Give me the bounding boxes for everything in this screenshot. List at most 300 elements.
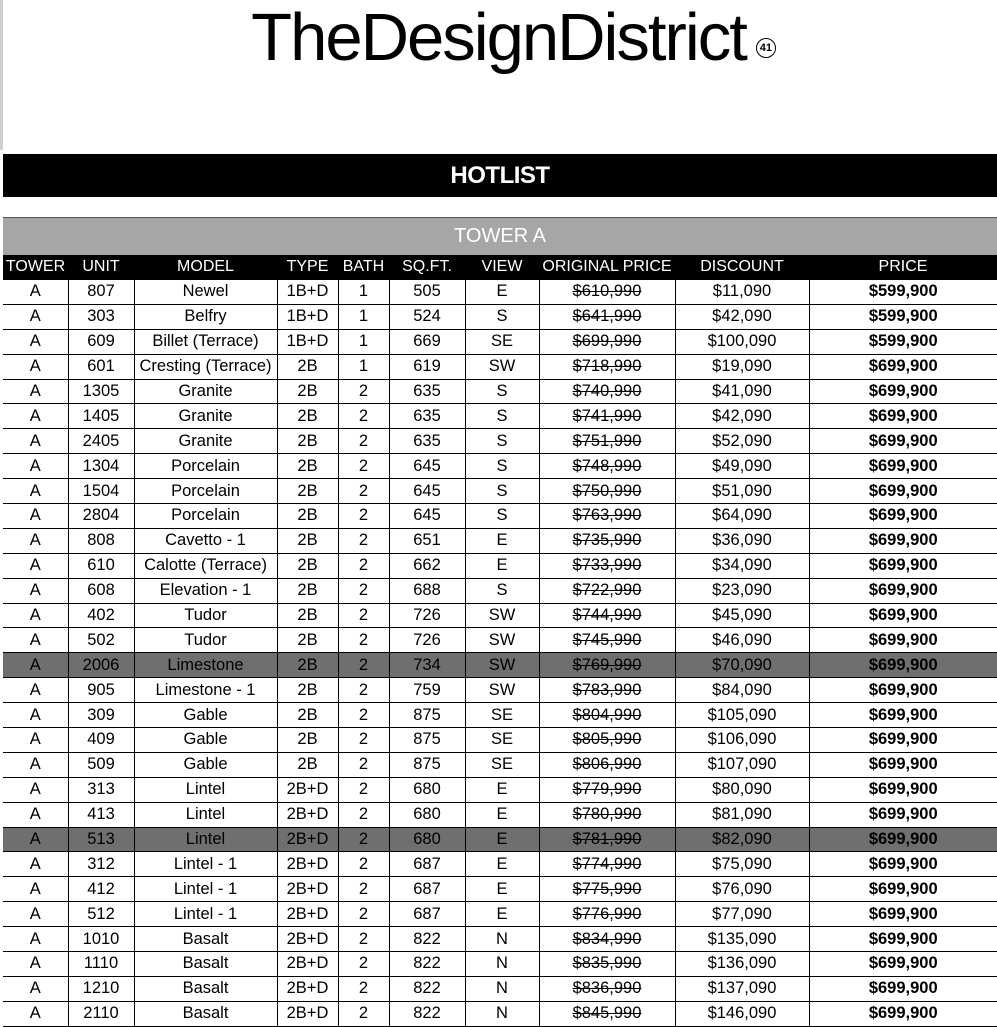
bath-cell: 2 — [338, 653, 389, 678]
price-cell: $699,900 — [809, 728, 997, 753]
discount-cell: $64,090 — [675, 504, 809, 529]
sqft-cell: 688 — [389, 578, 465, 603]
table-row — [3, 927, 997, 952]
price-cell: $699,900 — [809, 379, 997, 404]
price-cell: $699,900 — [809, 703, 997, 728]
model-cell: Porcelain — [134, 479, 277, 504]
model-cell: Porcelain — [134, 504, 277, 529]
table-row — [3, 1001, 997, 1026]
unit-cell: 2110 — [68, 1001, 134, 1026]
discount-cell: $84,090 — [675, 678, 809, 703]
unit-cell: 1405 — [68, 404, 134, 429]
table-row — [3, 603, 997, 628]
original-price-cell: $722,990 — [539, 578, 675, 603]
sqft-cell: 680 — [389, 827, 465, 852]
discount-cell: $41,090 — [675, 379, 809, 404]
type-cell: 2B — [277, 578, 338, 603]
bath-cell: 2 — [338, 827, 389, 852]
price-cell: $699,900 — [809, 578, 997, 603]
price-cell: $699,900 — [809, 528, 997, 553]
sqft-cell: 651 — [389, 528, 465, 553]
sqft-cell: 734 — [389, 653, 465, 678]
sqft-cell: 822 — [389, 927, 465, 952]
sqft-cell: 726 — [389, 628, 465, 653]
original-price-cell: $733,990 — [539, 553, 675, 578]
table-row — [3, 827, 997, 852]
original-price-cell: $751,990 — [539, 429, 675, 454]
tower-cell: A — [3, 454, 68, 479]
bath-cell: 2 — [338, 752, 389, 777]
price-cell: $699,900 — [809, 852, 997, 877]
original-price-cell: $806,990 — [539, 752, 675, 777]
view-cell: S — [465, 454, 539, 479]
view-cell: SW — [465, 628, 539, 653]
tower-cell: A — [3, 827, 68, 852]
view-cell: E — [465, 827, 539, 852]
type-cell: 2B+D — [277, 952, 338, 977]
type-cell: 2B+D — [277, 927, 338, 952]
price-cell: $699,900 — [809, 877, 997, 902]
discount-cell: $107,090 — [675, 752, 809, 777]
type-cell: 2B+D — [277, 976, 338, 1001]
type-cell: 2B — [277, 653, 338, 678]
model-cell: Tudor — [134, 603, 277, 628]
table-row — [3, 628, 997, 653]
table-row — [3, 553, 997, 578]
sqft-cell: 669 — [389, 329, 465, 354]
type-cell: 2B+D — [277, 1001, 338, 1026]
model-cell: Cresting (Terrace) — [134, 354, 277, 379]
table-row — [3, 952, 997, 977]
model-cell: Lintel — [134, 777, 277, 802]
type-cell: 1B+D — [277, 329, 338, 354]
discount-cell: $46,090 — [675, 628, 809, 653]
table-row — [3, 379, 997, 404]
discount-cell: $36,090 — [675, 528, 809, 553]
price-cell: $699,900 — [809, 653, 997, 678]
discount-cell: $80,090 — [675, 777, 809, 802]
model-cell: Granite — [134, 379, 277, 404]
brand-logo — [0, 0, 997, 80]
price-cell: $599,900 — [809, 280, 997, 305]
bath-cell: 1 — [338, 304, 389, 329]
type-cell: 2B+D — [277, 777, 338, 802]
brand-name: TheDesignDistrict — [251, 0, 746, 75]
col-type-header: TYPE — [277, 255, 338, 280]
sqft-cell: 726 — [389, 603, 465, 628]
bath-cell: 2 — [338, 454, 389, 479]
type-cell: 2B — [277, 479, 338, 504]
type-cell: 2B+D — [277, 877, 338, 902]
bath-cell: 2 — [338, 902, 389, 927]
model-cell: Cavetto - 1 — [134, 528, 277, 553]
tower-cell: A — [3, 479, 68, 504]
table-row — [3, 304, 997, 329]
tower-cell: A — [3, 504, 68, 529]
sqft-cell: 662 — [389, 553, 465, 578]
price-cell: $699,900 — [809, 678, 997, 703]
unit-cell: 1010 — [68, 927, 134, 952]
tower-cell: A — [3, 703, 68, 728]
bath-cell: 2 — [338, 528, 389, 553]
unit-cell: 413 — [68, 802, 134, 827]
view-cell: SW — [465, 678, 539, 703]
type-cell: 2B — [277, 728, 338, 753]
original-price-cell: $776,990 — [539, 902, 675, 927]
tower-cell: A — [3, 927, 68, 952]
original-price-cell: $745,990 — [539, 628, 675, 653]
bath-cell: 2 — [338, 404, 389, 429]
view-cell: SE — [465, 752, 539, 777]
price-cell: $699,900 — [809, 504, 997, 529]
sqft-cell: 680 — [389, 802, 465, 827]
unit-cell: 2006 — [68, 653, 134, 678]
bath-cell: 2 — [338, 703, 389, 728]
unit-cell: 2804 — [68, 504, 134, 529]
discount-cell: $100,090 — [675, 329, 809, 354]
type-cell: 2B+D — [277, 902, 338, 927]
column-header-row — [3, 255, 997, 280]
type-cell: 2B — [277, 429, 338, 454]
unit-cell: 2405 — [68, 429, 134, 454]
col-sqft-header: SQ.FT. — [389, 255, 465, 280]
table-row — [3, 578, 997, 603]
model-cell: Gable — [134, 728, 277, 753]
original-price-cell: $769,990 — [539, 653, 675, 678]
type-cell: 2B — [277, 504, 338, 529]
tower-cell: A — [3, 553, 68, 578]
price-cell: $699,900 — [809, 952, 997, 977]
original-price-cell: $748,990 — [539, 454, 675, 479]
unit-cell: 1504 — [68, 479, 134, 504]
tower-cell: A — [3, 1001, 68, 1026]
sqft-cell: 822 — [389, 976, 465, 1001]
table-row — [3, 329, 997, 354]
sqft-cell: 645 — [389, 479, 465, 504]
type-cell: 2B — [277, 404, 338, 429]
unit-cell: 1305 — [68, 379, 134, 404]
col-tower-header: TOWER — [3, 255, 68, 280]
original-price-cell: $763,990 — [539, 504, 675, 529]
sqft-cell: 505 — [389, 280, 465, 305]
tower-cell: A — [3, 429, 68, 454]
model-cell: Porcelain — [134, 454, 277, 479]
view-cell: S — [465, 379, 539, 404]
table-row — [3, 802, 997, 827]
discount-cell: $42,090 — [675, 304, 809, 329]
type-cell: 2B — [277, 553, 338, 578]
view-cell: S — [465, 304, 539, 329]
model-cell: Basalt — [134, 976, 277, 1001]
bath-cell: 2 — [338, 952, 389, 977]
discount-cell: $146,090 — [675, 1001, 809, 1026]
unit-cell: 1210 — [68, 976, 134, 1001]
model-cell: Lintel — [134, 802, 277, 827]
original-price-cell: $779,990 — [539, 777, 675, 802]
tower-cell: A — [3, 528, 68, 553]
tower-cell: A — [3, 802, 68, 827]
original-price-cell: $835,990 — [539, 952, 675, 977]
bath-cell: 2 — [338, 927, 389, 952]
bath-cell: 2 — [338, 429, 389, 454]
original-price-cell: $805,990 — [539, 728, 675, 753]
view-cell: S — [465, 504, 539, 529]
type-cell: 2B+D — [277, 852, 338, 877]
model-cell: Calotte (Terrace) — [134, 553, 277, 578]
sqft-cell: 524 — [389, 304, 465, 329]
type-cell: 2B — [277, 454, 338, 479]
model-cell: Basalt — [134, 927, 277, 952]
table-row — [3, 454, 997, 479]
discount-cell: $136,090 — [675, 952, 809, 977]
tower-cell: A — [3, 603, 68, 628]
sqft-cell: 687 — [389, 877, 465, 902]
tower-cell: A — [3, 877, 68, 902]
table-row — [3, 728, 997, 753]
tower-cell: A — [3, 354, 68, 379]
original-price-cell: $783,990 — [539, 678, 675, 703]
hotlist-banner: HOTLIST — [3, 154, 997, 197]
table-row — [3, 678, 997, 703]
sqft-cell: 822 — [389, 952, 465, 977]
section-title: TOWER A — [3, 218, 997, 256]
sqft-cell: 680 — [389, 777, 465, 802]
unit-cell: 1110 — [68, 952, 134, 977]
tower-cell: A — [3, 280, 68, 305]
discount-cell: $51,090 — [675, 479, 809, 504]
price-cell: $599,900 — [809, 304, 997, 329]
bath-cell: 1 — [338, 329, 389, 354]
sqft-cell: 645 — [389, 504, 465, 529]
model-cell: Granite — [134, 429, 277, 454]
unit-cell: 609 — [68, 329, 134, 354]
unit-cell: 905 — [68, 678, 134, 703]
model-cell: Lintel - 1 — [134, 852, 277, 877]
view-cell: S — [465, 479, 539, 504]
view-cell: S — [465, 404, 539, 429]
unit-cell: 610 — [68, 553, 134, 578]
price-cell: $699,900 — [809, 827, 997, 852]
unit-cell: 409 — [68, 728, 134, 753]
table-row — [3, 504, 997, 529]
price-cell: $699,900 — [809, 927, 997, 952]
view-cell: N — [465, 976, 539, 1001]
table-row — [3, 852, 997, 877]
tower-cell: A — [3, 902, 68, 927]
type-cell: 2B — [277, 354, 338, 379]
original-price-cell: $744,990 — [539, 603, 675, 628]
discount-cell: $70,090 — [675, 653, 809, 678]
tower-cell: A — [3, 653, 68, 678]
price-cell: $599,900 — [809, 329, 997, 354]
tower-cell: A — [3, 952, 68, 977]
view-cell: S — [465, 578, 539, 603]
price-cell: $699,900 — [809, 429, 997, 454]
discount-cell: $75,090 — [675, 852, 809, 877]
sqft-cell: 875 — [389, 728, 465, 753]
discount-cell: $23,090 — [675, 578, 809, 603]
bath-cell: 2 — [338, 976, 389, 1001]
model-cell: Limestone - 1 — [134, 678, 277, 703]
type-cell: 2B+D — [277, 827, 338, 852]
discount-cell: $105,090 — [675, 703, 809, 728]
bath-cell: 2 — [338, 678, 389, 703]
bath-cell: 2 — [338, 802, 389, 827]
unit-cell: 313 — [68, 777, 134, 802]
model-cell: Lintel - 1 — [134, 902, 277, 927]
price-cell: $699,900 — [809, 479, 997, 504]
view-cell: SW — [465, 653, 539, 678]
view-cell: SW — [465, 603, 539, 628]
original-price-cell: $750,990 — [539, 479, 675, 504]
original-price-cell: $780,990 — [539, 802, 675, 827]
type-cell: 1B+D — [277, 304, 338, 329]
type-cell: 2B — [277, 752, 338, 777]
unit-cell: 601 — [68, 354, 134, 379]
bath-cell: 2 — [338, 504, 389, 529]
table-row — [3, 752, 997, 777]
table-row — [3, 703, 997, 728]
model-cell: Granite — [134, 404, 277, 429]
view-cell: E — [465, 877, 539, 902]
table-row — [3, 902, 997, 927]
table-row — [3, 877, 997, 902]
model-cell: Gable — [134, 703, 277, 728]
view-cell: SE — [465, 329, 539, 354]
col-view-header: VIEW — [465, 255, 539, 280]
tower-cell: A — [3, 678, 68, 703]
discount-cell: $81,090 — [675, 802, 809, 827]
model-cell: Lintel — [134, 827, 277, 852]
original-price-cell: $836,990 — [539, 976, 675, 1001]
type-cell: 2B — [277, 528, 338, 553]
discount-cell: $77,090 — [675, 902, 809, 927]
table-row — [3, 354, 997, 379]
table-row — [3, 976, 997, 1001]
view-cell: SE — [465, 728, 539, 753]
type-cell: 1B+D — [277, 280, 338, 305]
col-unit-header: UNIT — [68, 255, 134, 280]
original-price-cell: $834,990 — [539, 927, 675, 952]
original-price-cell: $804,990 — [539, 703, 675, 728]
original-price-cell: $781,990 — [539, 827, 675, 852]
unit-cell: 309 — [68, 703, 134, 728]
unit-cell: 808 — [68, 528, 134, 553]
table-row — [3, 777, 997, 802]
col-price-header: PRICE — [809, 255, 997, 280]
view-cell: S — [465, 429, 539, 454]
price-cell: $699,900 — [809, 454, 997, 479]
view-cell: E — [465, 280, 539, 305]
sqft-cell: 619 — [389, 354, 465, 379]
discount-cell: $42,090 — [675, 404, 809, 429]
sqft-cell: 635 — [389, 379, 465, 404]
bath-cell: 2 — [338, 852, 389, 877]
unit-cell: 502 — [68, 628, 134, 653]
type-cell: 2B — [277, 379, 338, 404]
bath-cell: 1 — [338, 354, 389, 379]
unit-cell: 312 — [68, 852, 134, 877]
original-price-cell: $735,990 — [539, 528, 675, 553]
original-price-cell: $641,990 — [539, 304, 675, 329]
tower-cell: A — [3, 777, 68, 802]
unit-cell: 412 — [68, 877, 134, 902]
tower-cell: A — [3, 379, 68, 404]
view-cell: E — [465, 802, 539, 827]
type-cell: 2B — [277, 678, 338, 703]
discount-cell: $11,090 — [675, 280, 809, 305]
discount-cell: $106,090 — [675, 728, 809, 753]
model-cell: Gable — [134, 752, 277, 777]
type-cell: 2B — [277, 603, 338, 628]
bath-cell: 2 — [338, 1001, 389, 1026]
unit-cell: 509 — [68, 752, 134, 777]
view-cell: E — [465, 852, 539, 877]
model-cell: Billet (Terrace) — [134, 329, 277, 354]
view-cell: SE — [465, 703, 539, 728]
unit-cell: 402 — [68, 603, 134, 628]
price-cell: $699,900 — [809, 404, 997, 429]
table-body — [3, 280, 997, 1027]
view-cell: N — [465, 927, 539, 952]
sqft-cell: 687 — [389, 902, 465, 927]
price-cell: $699,900 — [809, 1001, 997, 1026]
sqft-cell: 822 — [389, 1001, 465, 1026]
bath-cell: 2 — [338, 728, 389, 753]
sqft-cell: 875 — [389, 703, 465, 728]
original-price-cell: $775,990 — [539, 877, 675, 902]
view-cell: N — [465, 952, 539, 977]
type-cell: 2B — [277, 628, 338, 653]
original-price-cell: $718,990 — [539, 354, 675, 379]
tower-cell: A — [3, 976, 68, 1001]
bath-cell: 1 — [338, 280, 389, 305]
bath-cell: 2 — [338, 603, 389, 628]
table-row — [3, 479, 997, 504]
discount-cell: $34,090 — [675, 553, 809, 578]
unit-cell: 303 — [68, 304, 134, 329]
tower-cell: A — [3, 728, 68, 753]
discount-cell: $45,090 — [675, 603, 809, 628]
sqft-cell: 645 — [389, 454, 465, 479]
bath-cell: 2 — [338, 877, 389, 902]
price-cell: $699,900 — [809, 354, 997, 379]
table-row — [3, 653, 997, 678]
brand-badge-icon: 41 — [756, 38, 776, 58]
type-cell: 2B+D — [277, 802, 338, 827]
table-row — [3, 280, 997, 305]
tower-cell: A — [3, 628, 68, 653]
sqft-cell: 687 — [389, 852, 465, 877]
view-cell: SW — [465, 354, 539, 379]
tower-cell: A — [3, 852, 68, 877]
price-cell: $699,900 — [809, 976, 997, 1001]
discount-cell: $19,090 — [675, 354, 809, 379]
unit-cell: 807 — [68, 280, 134, 305]
unit-cell: 608 — [68, 578, 134, 603]
discount-cell: $82,090 — [675, 827, 809, 852]
bath-cell: 2 — [338, 777, 389, 802]
discount-cell: $49,090 — [675, 454, 809, 479]
model-cell: Belfry — [134, 304, 277, 329]
tower-cell: A — [3, 404, 68, 429]
discount-cell: $137,090 — [675, 976, 809, 1001]
tower-cell: A — [3, 752, 68, 777]
view-cell: E — [465, 528, 539, 553]
original-price-cell: $741,990 — [539, 404, 675, 429]
table-row — [3, 528, 997, 553]
bath-cell: 2 — [338, 578, 389, 603]
